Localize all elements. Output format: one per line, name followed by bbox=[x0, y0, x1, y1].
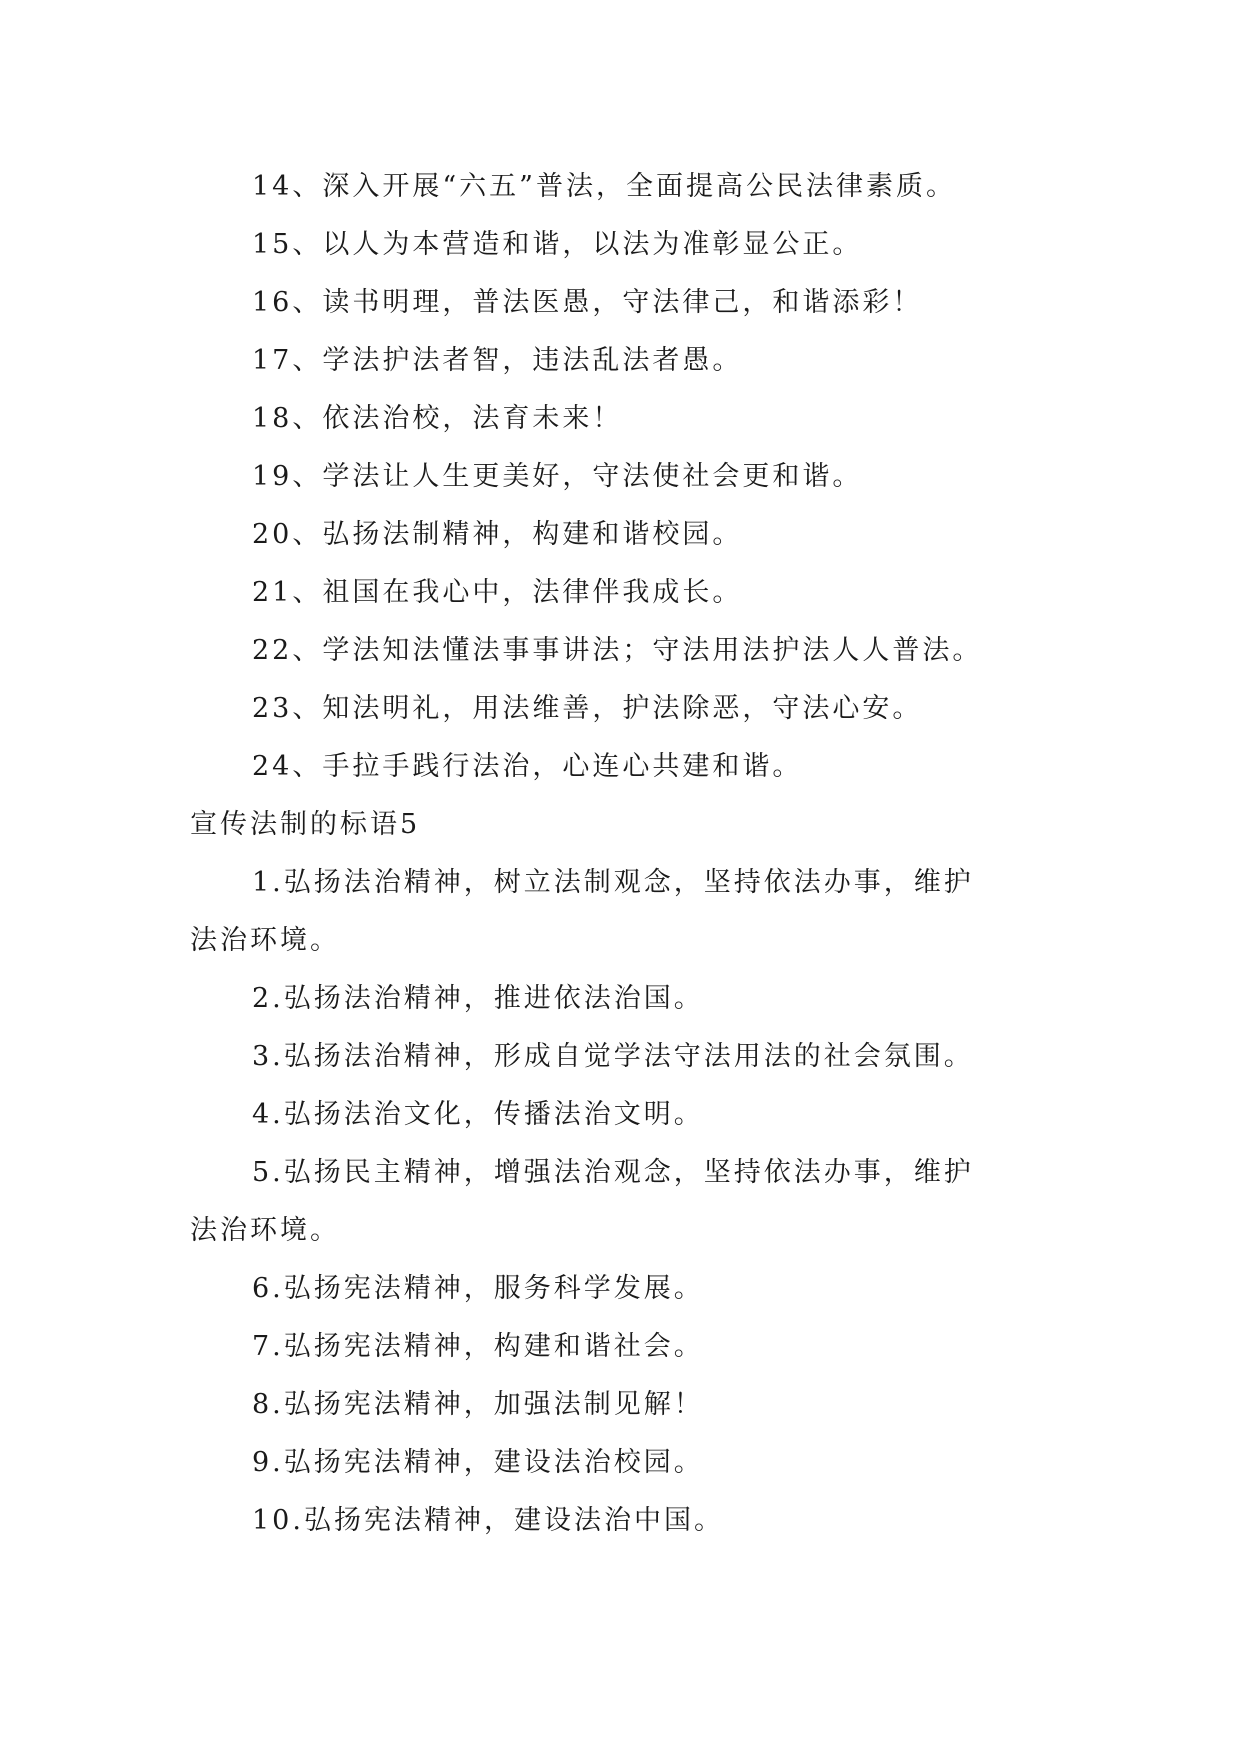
slogan5-item-1-continued: 法治环境。 bbox=[190, 925, 340, 956]
slogan-item-24: 24、手拉手践行法治，心连心共建和谐。 bbox=[252, 751, 803, 782]
slogan-item-15: 15、以人为本营造和谐，以法为准彰显公正。 bbox=[252, 229, 863, 260]
slogan5-item-5: 5.弘扬民主精神，增强法治观念，坚持依法办事，维护 bbox=[252, 1157, 974, 1188]
section-heading: 宣传法制的标语5 bbox=[190, 809, 421, 840]
slogan5-item-3: 3.弘扬法治精神，形成自觉学法守法用法的社会氛围。 bbox=[252, 1041, 974, 1072]
slogan-item-22: 22、学法知法懂法事事讲法；守法用法护法人人普法。 bbox=[252, 635, 983, 666]
slogan-item-19: 19、学法让人生更美好，守法使社会更和谐。 bbox=[252, 461, 863, 492]
slogan-item-16: 16、读书明理，普法医愚，守法律己，和谐添彩！ bbox=[252, 287, 923, 318]
slogan-item-20: 20、弘扬法制精神，构建和谐校园。 bbox=[252, 519, 743, 550]
slogan-item-18: 18、依法治校，法育未来！ bbox=[252, 403, 623, 434]
slogan5-item-9: 9.弘扬宪法精神，建设法治校园。 bbox=[252, 1447, 704, 1478]
slogan5-item-7: 7.弘扬宪法精神，构建和谐社会。 bbox=[252, 1331, 704, 1362]
slogan5-item-2: 2.弘扬法治精神，推进依法治国。 bbox=[252, 983, 704, 1014]
slogan5-item-1: 1.弘扬法治精神，树立法制观念，坚持依法办事，维护 bbox=[252, 867, 974, 898]
slogan5-item-10: 10.弘扬宪法精神，建设法治中国。 bbox=[252, 1505, 724, 1536]
slogan5-item-8: 8.弘扬宪法精神，加强法制见解！ bbox=[252, 1389, 704, 1420]
slogan5-item-5-continued: 法治环境。 bbox=[190, 1215, 340, 1246]
slogan5-item-4: 4.弘扬法治文化，传播法治文明。 bbox=[252, 1099, 704, 1130]
document-body bbox=[190, 158, 1070, 1550]
slogan-item-23: 23、知法明礼，用法维善，护法除恶，守法心安。 bbox=[252, 693, 923, 724]
slogan-item-21: 21、祖国在我心中，法律伴我成长。 bbox=[252, 577, 743, 608]
slogan5-item-6: 6.弘扬宪法精神，服务科学发展。 bbox=[252, 1273, 704, 1304]
slogan-item-17: 17、学法护法者智，违法乱法者愚。 bbox=[252, 345, 743, 376]
slogan-item-14: 14、深入开展“六五”普法，全面提高公民法律素质。 bbox=[252, 171, 956, 202]
